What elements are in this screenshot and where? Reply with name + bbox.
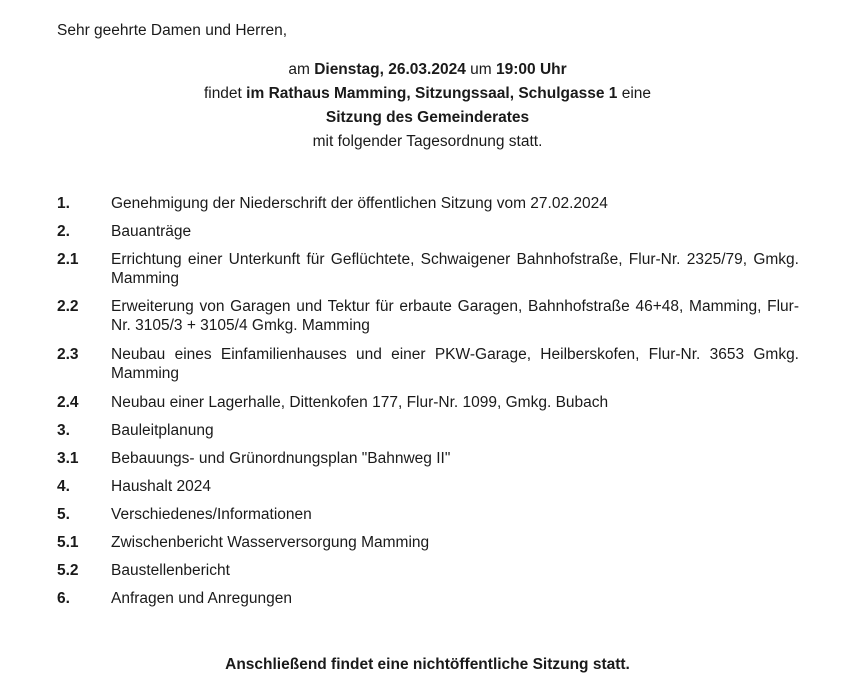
agenda-item-text: Neubau einer Lagerhalle, Dittenkofen 177, Flur-Nr. 1099, Gmkg. Bubach <box>111 394 609 411</box>
agenda-item <box>57 250 799 297</box>
agenda-item-number: 1. <box>57 195 70 212</box>
agenda-item-text: Neubau eines Einfamilienhauses und einer PKW-Garage, Heilberskofen, Flur-Nr. 3653 Gmkg. Mamming <box>111 346 799 382</box>
meeting-time: 19:00 Uhr <box>496 61 567 78</box>
agenda-list <box>57 194 799 617</box>
agenda-item-number: 5. <box>57 506 70 523</box>
agenda-item <box>57 345 799 393</box>
agenda-item-text: Errichtung einer Unterkunft für Geflüchtete, Schwaigener Bahnhofstraße, Flur-Nr. 2325/79, Gmkg. Mamming <box>111 251 799 287</box>
agenda-item <box>57 194 799 222</box>
greeting: Sehr geehrte Damen und Herren, <box>57 22 288 39</box>
agenda-item-number: 5.1 <box>57 534 79 551</box>
agenda-item-number: 4. <box>57 478 70 495</box>
agenda-item-number: 6. <box>57 590 70 607</box>
agenda-item <box>57 533 799 561</box>
announcement-line-place: findet im Rathaus Mamming, Sitzungssaal, Schulgasse 1 eine <box>203 85 652 102</box>
agenda-item-text: Bebauungs- und Grünordnungsplan "Bahnweg II" <box>111 450 451 467</box>
agenda-item-number: 2.4 <box>57 394 79 411</box>
meeting-announcement <box>0 60 845 156</box>
agenda-item-text: Anfragen und Anregungen <box>111 590 292 607</box>
agenda-item-text: Baustellenbericht <box>111 562 230 579</box>
agenda-item <box>57 505 799 533</box>
agenda-item-number: 2. <box>57 223 70 240</box>
meeting-date: Dienstag, 26.03.2024 <box>314 61 466 78</box>
agenda-item <box>57 477 799 505</box>
meeting-place: im Rathaus Mamming, Sitzungssaal, Schulgasse 1 <box>246 85 618 102</box>
agenda-item-number: 5.2 <box>57 562 79 579</box>
agenda-item <box>57 393 799 421</box>
agenda-item-text: Verschiedenes/Informationen <box>111 506 312 523</box>
agenda-item-text: Bauanträge <box>111 223 192 240</box>
agenda-item-text: Erweiterung von Garagen und Tektur für erbaute Garagen, Bahnhofstraße 46+48, Mamming, Flur-Nr. 3105/3 + 3105/4 Gmkg. Mamming <box>111 298 799 334</box>
agenda-item <box>57 421 799 449</box>
announcement-line-title <box>0 108 845 132</box>
agenda-item <box>57 297 799 345</box>
closing-note: Anschließend findet eine nichtöffentliche Sitzung statt. <box>225 656 630 673</box>
agenda-item-number: 2.2 <box>57 298 79 315</box>
agenda-item-number: 2.1 <box>57 251 79 268</box>
announcement-line-agenda-intro: mit folgender Tagesordnung statt. <box>312 133 543 150</box>
agenda-item <box>57 222 799 250</box>
announcement-line-date: am Dienstag, 26.03.2024 um 19:00 Uhr <box>288 61 567 78</box>
agenda-item-number: 3. <box>57 422 70 439</box>
agenda-item-text: Haushalt 2024 <box>111 478 211 495</box>
agenda-item <box>57 561 799 589</box>
agenda-item-number: 3.1 <box>57 450 79 467</box>
agenda-item-text: Genehmigung der Niederschrift der öffentlichen Sitzung vom 27.02.2024 <box>111 195 608 212</box>
agenda-item <box>57 589 799 617</box>
agenda-item-text: Zwischenbericht Wasserversorgung Mamming <box>111 534 430 551</box>
agenda-item <box>57 449 799 477</box>
agenda-item-number: 2.3 <box>57 346 79 363</box>
agenda-item-text: Bauleitplanung <box>111 422 214 439</box>
meeting-title: Sitzung des Gemeinderates <box>325 109 530 126</box>
